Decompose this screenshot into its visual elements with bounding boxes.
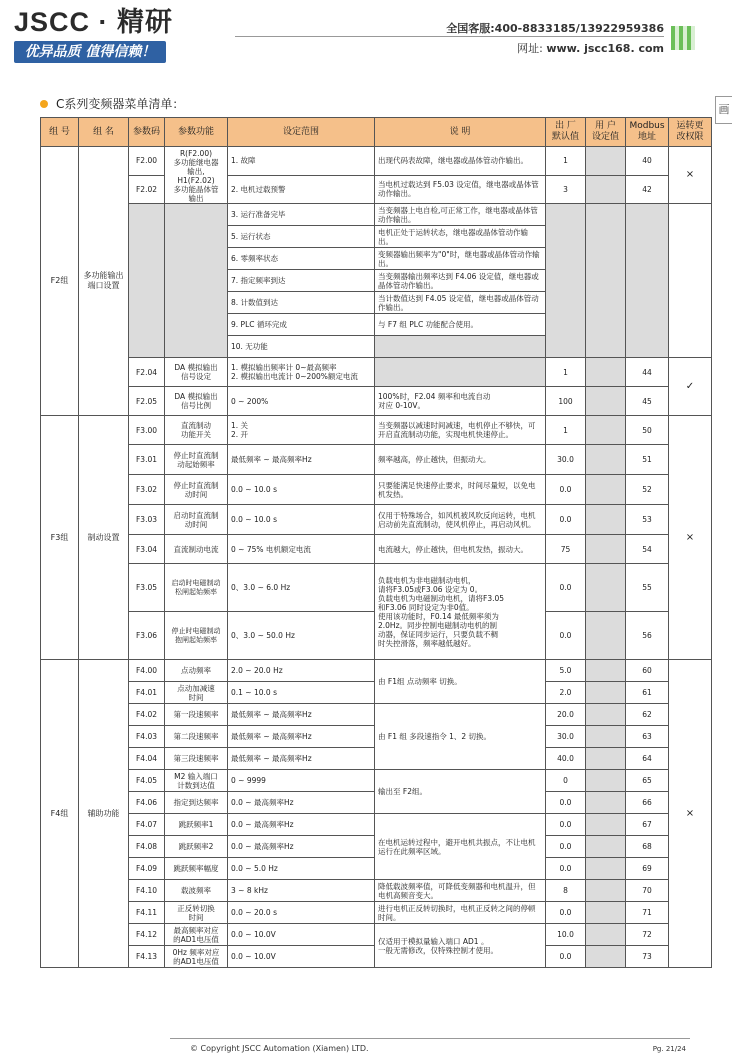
param-code: F4.00: [129, 660, 165, 682]
param-code: F3.01: [129, 445, 165, 475]
desc: 变频器输出频率为"0"时，继电器或晶体管动作输出。: [375, 248, 546, 270]
modbus-address: 50: [626, 416, 669, 445]
range: 7. 指定频率到达: [228, 270, 375, 292]
range: 2. 电机过载预警: [228, 175, 375, 204]
modbus-address: 69: [626, 858, 669, 880]
range: 1. 关 2. 开: [228, 416, 375, 445]
user-value[interactable]: [586, 726, 626, 748]
table-row: [41, 880, 712, 902]
param-func: 载波频率: [165, 880, 228, 902]
range: 3 ~ 8 kHz: [228, 880, 375, 902]
desc: 仅适用于模拟量输入端口 AD1 。 一般无需修改，仅特殊控制才使用。: [375, 924, 546, 968]
default-value: 1: [546, 147, 586, 176]
default-value: 75: [546, 535, 586, 564]
default-value: 3: [546, 175, 586, 204]
table-row: [41, 505, 712, 535]
range: 0.0 ~ 10.0V: [228, 924, 375, 946]
default-value: 0.0: [546, 858, 586, 880]
param-func: 跳跃频率幅度: [165, 858, 228, 880]
modbus-address-merged: [626, 204, 669, 358]
user-value[interactable]: [586, 612, 626, 660]
desc: 输出至 F2组。: [375, 770, 546, 814]
group-name: 辅助功能: [79, 660, 129, 968]
param-func: M2 输入端口 计数到达值: [165, 770, 228, 792]
table-row: [41, 204, 712, 226]
header-group-name: 组 名: [79, 118, 129, 147]
param-func: 停止时直流制 动时间: [165, 475, 228, 505]
param-code: F4.08: [129, 836, 165, 858]
table-row: [41, 814, 712, 836]
modbus-address: 56: [626, 612, 669, 660]
param-code: F4.05: [129, 770, 165, 792]
user-value[interactable]: [586, 682, 626, 704]
modbus-address: 71: [626, 902, 669, 924]
user-value[interactable]: [586, 358, 626, 387]
range: 10. 无功能: [228, 336, 375, 358]
range: 0、3.0 ~ 6.0 Hz: [228, 564, 375, 612]
user-value[interactable]: [586, 387, 626, 416]
modbus-address: 73: [626, 946, 669, 968]
modbus-address: 53: [626, 505, 669, 535]
default-value: 0.0: [546, 946, 586, 968]
desc: 当变频器输出频率达到 F4.06 设定值，继电器或晶体管动作输出。: [375, 270, 546, 292]
modbus-address: 68: [626, 836, 669, 858]
default-value: 1: [546, 416, 586, 445]
modbus-address: 52: [626, 475, 669, 505]
param-code: F4.12: [129, 924, 165, 946]
param-func: 跳跃频率2: [165, 836, 228, 858]
table-row: [41, 416, 712, 445]
modbus-address: 40: [626, 147, 669, 176]
table-row: [41, 535, 712, 564]
range: 0.0 ~ 10.0 s: [228, 475, 375, 505]
user-value[interactable]: [586, 416, 626, 445]
param-code: F2.02: [129, 175, 165, 204]
header-param-code: 参数码: [129, 118, 165, 147]
brand-slogan: 优异品质 值得信赖！: [14, 41, 166, 63]
range: 2.0 ~ 20.0 Hz: [228, 660, 375, 682]
default-value: 30.0: [546, 445, 586, 475]
param-code: F4.03: [129, 726, 165, 748]
desc-empty: [375, 336, 546, 358]
desc: 电流越大，停止越快，但电机发热，振动大。: [375, 535, 546, 564]
range: 0 ~ 9999: [228, 770, 375, 792]
footer-rule: [170, 1038, 690, 1039]
param-func: 直流制动 功能开关: [165, 416, 228, 445]
table-row: [41, 770, 712, 792]
group-name: 多功能输出 端口设置: [79, 147, 129, 416]
range: 0.1 ~ 10.0 s: [228, 682, 375, 704]
header-permission: 运转更 改权限: [669, 118, 712, 147]
default-value: 0.0: [546, 814, 586, 836]
table-row: [41, 704, 712, 726]
param-code: F4.04: [129, 748, 165, 770]
default-value: 0.0: [546, 564, 586, 612]
modbus-address: 62: [626, 704, 669, 726]
param-code: F4.06: [129, 792, 165, 814]
param-code: F3.05: [129, 564, 165, 612]
user-value[interactable]: [586, 564, 626, 612]
website-url[interactable]: www. jscc168. com: [546, 42, 664, 55]
default-value: 100: [546, 387, 586, 416]
modbus-address: 66: [626, 792, 669, 814]
desc-empty: [375, 358, 546, 387]
range: 8. 计数值到达: [228, 292, 375, 314]
range: 0.0 ~ 5.0 Hz: [228, 858, 375, 880]
user-value[interactable]: [586, 660, 626, 682]
range: 0 ~ 75% 电机额定电流: [228, 535, 375, 564]
default-value: 5.0: [546, 660, 586, 682]
param-code: F2.00: [129, 147, 165, 176]
group-name: 制动设置: [79, 416, 129, 660]
permission: ×: [669, 147, 712, 204]
user-value[interactable]: [586, 147, 626, 176]
param-code: F4.02: [129, 704, 165, 726]
param-func: 指定到达频率: [165, 792, 228, 814]
default-value: 30.0: [546, 726, 586, 748]
desc: 由 F1组 点动频率 切换。: [375, 660, 546, 704]
header-divider: [235, 36, 664, 37]
desc: 由 F1 组 多段速指令 1、2 切换。: [375, 704, 546, 770]
range: 0.0 ~ 最高频率Hz: [228, 836, 375, 858]
user-value[interactable]: [586, 505, 626, 535]
param-func: 启动时直流制 动时间: [165, 505, 228, 535]
param-code: F4.13: [129, 946, 165, 968]
param-func: 0Hz 频率对应 的AD1电压值: [165, 946, 228, 968]
param-func: 第二段速频率: [165, 726, 228, 748]
modbus-address: 45: [626, 387, 669, 416]
user-value[interactable]: [586, 836, 626, 858]
modbus-address: 70: [626, 880, 669, 902]
user-value[interactable]: [586, 902, 626, 924]
default-value: 2.0: [546, 682, 586, 704]
section-title: [40, 95, 184, 112]
param-code: F4.10: [129, 880, 165, 902]
user-value[interactable]: [586, 858, 626, 880]
range: 9. PLC 循环完成: [228, 314, 375, 336]
default-value: 10.0: [546, 924, 586, 946]
desc: 当变频器以减速时间减速，电机停止不够快，可开启直流制动功能，实现电机快速停止。: [375, 416, 546, 445]
range: 3. 运行准备完毕: [228, 204, 375, 226]
modbus-address: 67: [626, 814, 669, 836]
table-row: [41, 924, 712, 946]
modbus-address: 61: [626, 682, 669, 704]
side-tab[interactable]: 画: [715, 96, 732, 124]
modbus-address: 60: [626, 660, 669, 682]
range: 6. 零频率状态: [228, 248, 375, 270]
param-code: F3.06: [129, 612, 165, 660]
user-value[interactable]: [586, 475, 626, 505]
param-code: F2.05: [129, 387, 165, 416]
user-value[interactable]: [586, 175, 626, 204]
param-code: F2.04: [129, 358, 165, 387]
param-code: F4.09: [129, 858, 165, 880]
param-code: F3.00: [129, 416, 165, 445]
brand-logo: JSCC · 精研: [14, 7, 174, 37]
default-value: 0.0: [546, 792, 586, 814]
param-func: DA 模拟输出 信号设定: [165, 358, 228, 387]
param-func: R(F2.00) 多功能继电器 输出, H1(F2.02) 多功能晶体管 输出: [165, 147, 228, 204]
desc: 100%时，F2.04 频率和电流自动 对应 0-10V。: [375, 387, 546, 416]
table-row: [41, 147, 712, 176]
param-func: 正反转切换 时间: [165, 902, 228, 924]
param-code: F4.07: [129, 814, 165, 836]
user-value[interactable]: [586, 792, 626, 814]
bullet-dot-icon: [40, 100, 48, 108]
default-value: 1: [546, 358, 586, 387]
param-code: F4.11: [129, 902, 165, 924]
param-func: 点动频率: [165, 660, 228, 682]
modbus-address: 44: [626, 358, 669, 387]
table-row: [41, 902, 712, 924]
desc: 降低载波频率值，可降低变频器和电机温升，但电机高频音变大。: [375, 880, 546, 902]
permission: ×: [669, 660, 712, 968]
user-value[interactable]: [586, 445, 626, 475]
user-value[interactable]: [586, 814, 626, 836]
group-id: F4组: [41, 660, 79, 968]
param-func: 启动时电磁制动 松闸起始频率: [165, 564, 228, 612]
param-code: F4.01: [129, 682, 165, 704]
modbus-address: 72: [626, 924, 669, 946]
default-value: 0.0: [546, 612, 586, 660]
range: 5. 运行状态: [228, 226, 375, 248]
table-row: [41, 175, 712, 204]
default-value: 0.0: [546, 902, 586, 924]
default-value: 0.0: [546, 475, 586, 505]
modbus-address: 42: [626, 175, 669, 204]
default-value: 40.0: [546, 748, 586, 770]
header-desc: 说 明: [375, 118, 546, 147]
param-code: F3.03: [129, 505, 165, 535]
range: 0.0 ~ 20.0 s: [228, 902, 375, 924]
table-row: [41, 660, 712, 682]
default-value-merged: [546, 204, 586, 358]
desc: 当计数值达到 F4.05 设定值，继电器或晶体管动作输出。: [375, 292, 546, 314]
permission: ×: [669, 416, 712, 660]
header-param-func: 参数功能: [165, 118, 228, 147]
header-range: 设定范围: [228, 118, 375, 147]
modbus-address: 63: [626, 726, 669, 748]
desc: 在电机运转过程中，避开电机共振点，不让电机运行在此频率区域。: [375, 814, 546, 880]
mosaic-icon: [671, 26, 695, 50]
user-value[interactable]: [586, 946, 626, 968]
header-user: 用 户 设定值: [586, 118, 626, 147]
header-modbus: Modbus 地址: [626, 118, 669, 147]
desc: 当电机过载达到 F5.03 设定值，继电器或晶体管动作输出。: [375, 175, 546, 204]
copyright: © Copyright JSCC Automation (Xiamen) LTD.: [190, 1044, 369, 1053]
param-code: F3.04: [129, 535, 165, 564]
param-func: 第三段速频率: [165, 748, 228, 770]
range: 0、3.0 ~ 50.0 Hz: [228, 612, 375, 660]
range: 1. 模拟输出频率计 0~最高频率 2. 模拟输出电流计 0~200%额定电流: [228, 358, 375, 387]
website-label: 网址:: [517, 42, 543, 55]
default-value: 0: [546, 770, 586, 792]
permission: ✓: [669, 358, 712, 416]
modbus-address: 64: [626, 748, 669, 770]
modbus-address: 51: [626, 445, 669, 475]
range: 最低频率 ~ 最高频率Hz: [228, 748, 375, 770]
user-value[interactable]: [586, 880, 626, 902]
user-value[interactable]: [586, 535, 626, 564]
param-code-merged: [129, 204, 165, 358]
range: 最低频率 ~ 最高频率Hz: [228, 726, 375, 748]
permission-merged: [669, 204, 712, 358]
desc: 出现代码表故障，继电器或晶体管动作输出。: [375, 147, 546, 176]
header-default: 出 厂 默认值: [546, 118, 586, 147]
user-value[interactable]: [586, 924, 626, 946]
param-func: 点动加减速 时间: [165, 682, 228, 704]
range: 0.0 ~ 最高频率Hz: [228, 814, 375, 836]
table-row: [41, 475, 712, 505]
user-value[interactable]: [586, 770, 626, 792]
range: 0.0 ~ 最高频率Hz: [228, 792, 375, 814]
param-code: F3.02: [129, 475, 165, 505]
param-func: 停止时电磁制动 抱闸起始频率: [165, 612, 228, 660]
desc: 仅用于特殊场合，如风机被风吹反向运转，电机启动前先直流制动，使风机停止，再启动风机。: [375, 505, 546, 535]
modbus-address: 65: [626, 770, 669, 792]
modbus-address: 54: [626, 535, 669, 564]
range: 0.0 ~ 10.0 s: [228, 505, 375, 535]
range: 1. 故障: [228, 147, 375, 176]
desc: 电机正处于运转状态，继电器或晶体管动作输出。: [375, 226, 546, 248]
desc: 只要能满足快速停止要求，时间尽量短，以免电机发热。: [375, 475, 546, 505]
desc: 负载电机为非电磁制动电机， 请将F3.05或F3.06 设定为 0。 负载电机为电磁制动电机，请将F3.05 和F3.06 同时设定为非0值。 使用该功能时，F0.14 最低频率须为 2.0Hz。同步控制电磁制动电机的制 动器，保证同步运行，只要负载不稠 时失控滑落，频率越低越好。: [375, 564, 546, 660]
service-hotline: 全国客服:400-8833185/13922959386: [446, 22, 664, 35]
user-value[interactable]: [586, 704, 626, 726]
table-row: [41, 358, 712, 387]
group-id: F2组: [41, 147, 79, 416]
desc: 与 F7 组 PLC 功能配合使用。: [375, 314, 546, 336]
default-value: 20.0: [546, 704, 586, 726]
param-func: 停止时直流制 动起始频率: [165, 445, 228, 475]
page-number: Pg. 21/24: [652, 1045, 686, 1053]
table-row: [41, 564, 712, 612]
range: 最低频率 ~ 最高频率Hz: [228, 704, 375, 726]
section-title-text: C系列变频器菜单清单：: [56, 97, 185, 111]
range: 最低频率 ~ 最高频率Hz: [228, 445, 375, 475]
desc: 频率越高，停止越快，但振动大。: [375, 445, 546, 475]
param-func-merged: [165, 204, 228, 358]
param-func: 最高频率对应 的AD1电压值: [165, 924, 228, 946]
default-value: 0.0: [546, 505, 586, 535]
desc: 当变频器上电自检,可正常工作，继电器或晶体管动作输出。: [375, 204, 546, 226]
modbus-address: 55: [626, 564, 669, 612]
table-row: [41, 387, 712, 416]
param-func: 直流制动电流: [165, 535, 228, 564]
default-value: 8: [546, 880, 586, 902]
range: 0.0 ~ 10.0V: [228, 946, 375, 968]
param-func: 第一段速频率: [165, 704, 228, 726]
table-row: [41, 445, 712, 475]
header-group-id: 组 号: [41, 118, 79, 147]
default-value: 0.0: [546, 836, 586, 858]
website-line: [517, 40, 664, 56]
range: 0 ~ 200%: [228, 387, 375, 416]
user-value[interactable]: [586, 748, 626, 770]
param-func: DA 模拟输出 信号比例: [165, 387, 228, 416]
user-value[interactable]: [586, 204, 626, 358]
param-func: 跳跃频率1: [165, 814, 228, 836]
group-id: F3组: [41, 416, 79, 660]
parameter-menu-table: [40, 117, 712, 968]
table-header-row: [41, 118, 712, 147]
desc: 进行电机正反转切换时，电机正反转之间的停顿时间。: [375, 902, 546, 924]
